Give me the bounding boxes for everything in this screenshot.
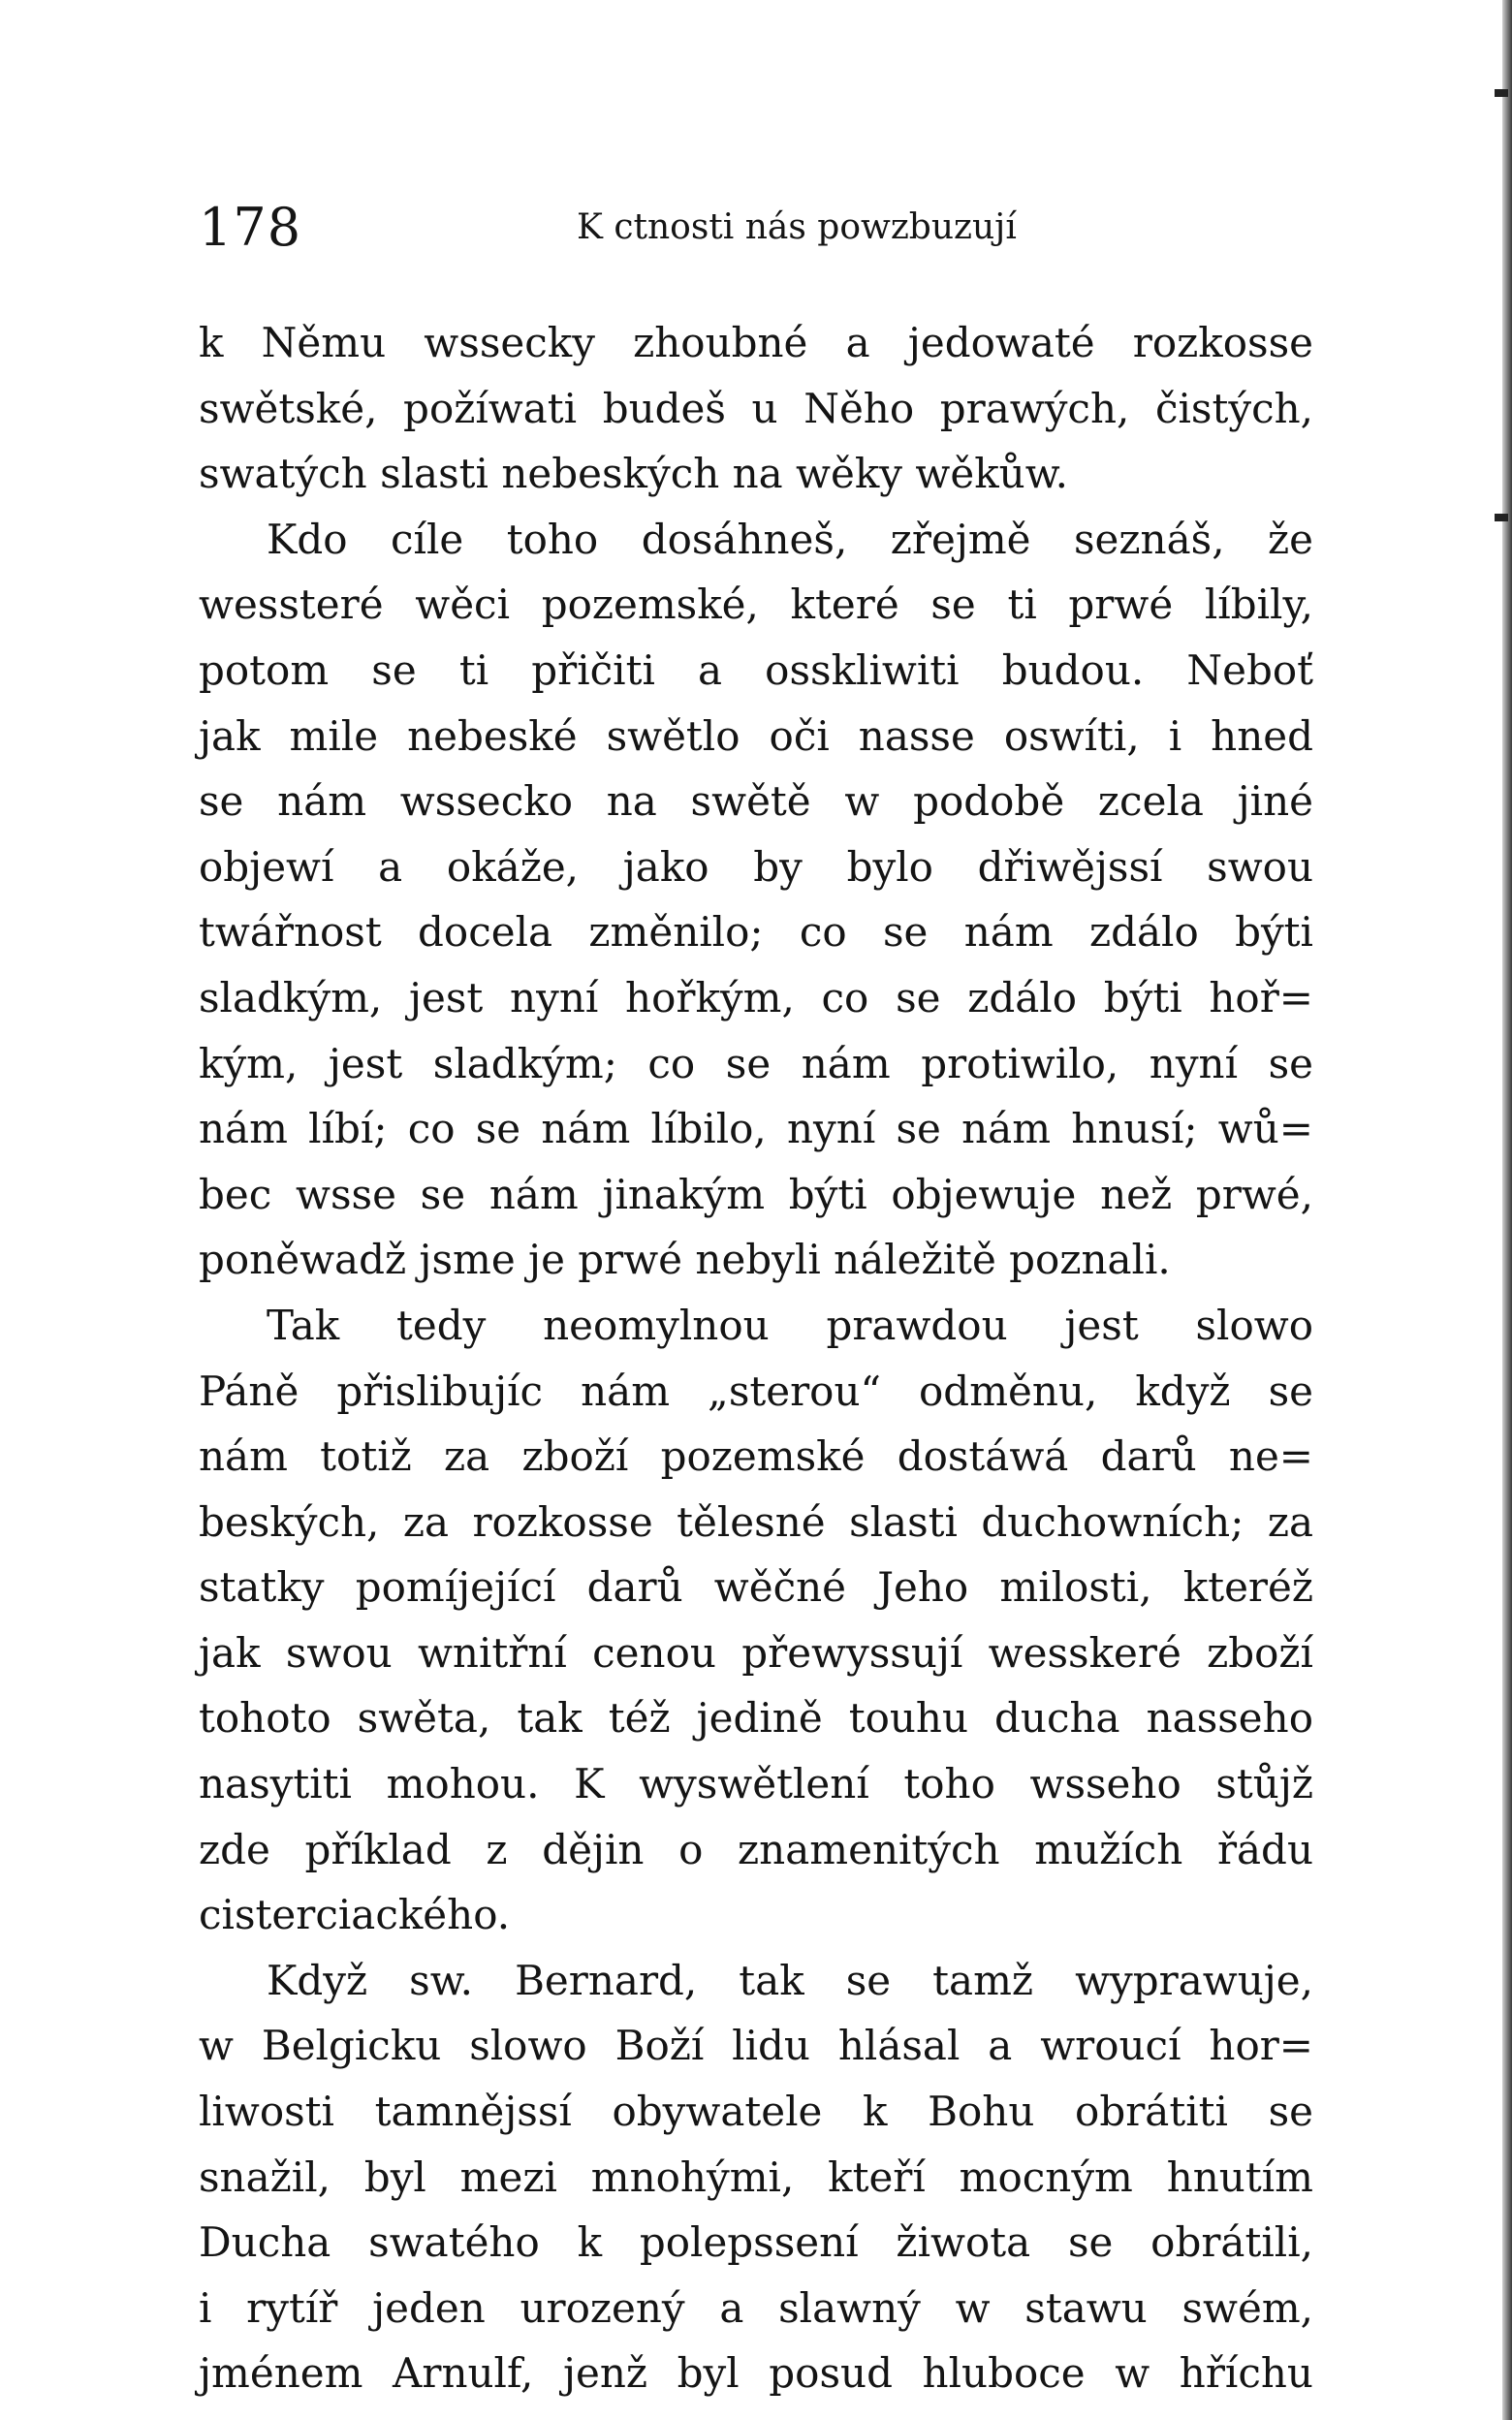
text-line: kým, jest sladkým; co se nám protiwilo, nyní se <box>199 1039 1313 1087</box>
edge-mark <box>1495 89 1508 97</box>
page-header <box>199 194 1323 262</box>
page-edge-shadow <box>1502 0 1512 2420</box>
text-line: Tak tedy neomylnou prawdou jest slowo <box>267 1301 1313 1349</box>
text-line: cisterciackého. <box>199 1891 511 1939</box>
text-line: liwosti tamnějssí obywatele k Bohu obrátiti se <box>199 2088 1313 2136</box>
text-line: zde příklad z dějin o znamenitých mužích řádu <box>199 1825 1313 1873</box>
text-line: sladkým, jest nyní hořkým, co se zdálo býti hoř= <box>199 973 1313 1021</box>
edge-mark <box>1495 514 1508 521</box>
running-head: K ctnosti nás powzbuzují <box>577 207 1017 247</box>
text-line: jak swou wnitřní cenou přewyssují wesskeré zboží <box>199 1628 1313 1677</box>
text-line: twářnost docela změnilo; co se nám zdálo býti <box>199 908 1313 957</box>
text-line: k Němu wssecky zhoubné a jedowaté rozkosse <box>199 319 1313 366</box>
body-text <box>199 310 1313 2406</box>
text-line: se nám wssecko na swětě w podobě zcela jiné <box>199 777 1313 826</box>
text-line: nasytiti mohou. K wyswětlení toho wsseho stůjž <box>199 1760 1313 1808</box>
text-line: snažil, byl mezi mnohými, kteří mocným hnutím <box>199 2153 1313 2201</box>
text-line: potom se ti přičiti a osskliwiti budou. Neboť <box>199 645 1313 694</box>
text-line: w Belgicku slowo Boží lidu hlásal a wroucí hor= <box>199 2022 1313 2070</box>
text-line: statky pomíjející darů wěčné Jeho milosti, kteréž <box>199 1563 1313 1612</box>
text-line: i rytíř jeden urozený a slawný w stawu swém, <box>199 2283 1313 2332</box>
text-line: Když sw. Bernard, tak se tamž wyprawuje, <box>267 1956 1313 2004</box>
text-line: nám totiž za zboží pozemské dostáwá darů ne= <box>199 1432 1313 1481</box>
text-line: swětské, požíwati budeš u Něho prawých, čistých, <box>199 384 1313 432</box>
text-line: tohoto swěta, tak též jedině touhu ducha nasseho <box>199 1694 1313 1743</box>
text-line: jménem Arnulf, jenž byl posud hluboce w hříchu <box>199 2349 1313 2398</box>
text-line: poněwadž jsme je prwé nebyli náležitě poznali. <box>199 1236 1171 1284</box>
text-line: objewí a okáže, jako by bylo dřiwějssí swou <box>199 842 1313 891</box>
text-line: Páně přislibujíc nám „sterou“ odměnu, když se <box>199 1367 1313 1415</box>
text-line: Kdo cíle toho dosáhneš, zřejmě seznáš, že <box>267 515 1313 563</box>
text-line: jak mile nebeské swětlo oči nasse oswíti, i hned <box>199 711 1313 760</box>
text-line: bec wsse se nám jinakým býti objewuje než prwé, <box>199 1170 1313 1218</box>
text-line: Ducha swatého k polepssení žiwota se obrátili, <box>199 2218 1313 2267</box>
text-line: beských, za rozkosse tělesné slasti duchowních; za <box>199 1497 1313 1546</box>
text-line: wessteré wěci pozemské, které se ti prwé líbily, <box>199 581 1313 629</box>
text-line: nám líbí; co se nám líbilo, nyní se nám hnusí; wů= <box>199 1105 1313 1153</box>
page-number: 178 <box>199 197 302 258</box>
text-line: swatých slasti nebeských na wěky wěkůw. <box>199 450 1069 498</box>
